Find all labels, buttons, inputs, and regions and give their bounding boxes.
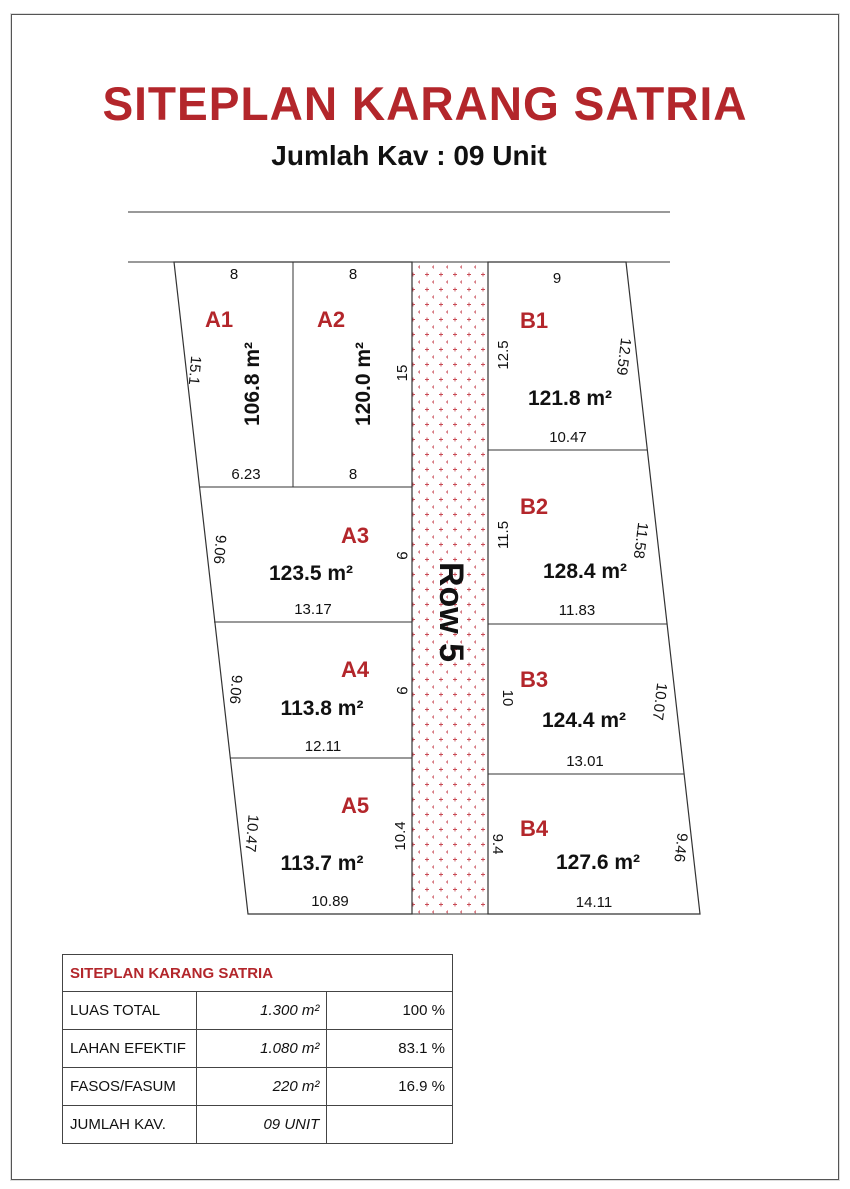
summary-label: LUAS TOTAL bbox=[63, 992, 197, 1030]
lot-a4-id: A4 bbox=[340, 657, 370, 682]
lot-a3-area: 123.5 m² bbox=[268, 562, 354, 585]
summary-percent: 83.1 % bbox=[327, 1030, 453, 1068]
road-label: Row 5 bbox=[432, 561, 470, 663]
lot-a4-dim-right: 9 bbox=[392, 685, 411, 696]
table-row bbox=[63, 1106, 453, 1144]
summary-label: LAHAN EFEKTIF bbox=[63, 1030, 197, 1068]
lot-a5-dim-side: 10.47 bbox=[241, 813, 262, 853]
lot-a3-id: A3 bbox=[340, 523, 370, 548]
lot-a5-dim-bottom: 10.89 bbox=[311, 893, 349, 910]
lot-a4-dim-side: 9.06 bbox=[225, 674, 246, 705]
road-width-dim: 15 bbox=[394, 364, 411, 382]
lot-a1-dim-bottom: 6.23 bbox=[231, 466, 261, 483]
lot-b4-dim-right: 9.46 bbox=[670, 832, 691, 864]
lot-b1-dim-top: 9 bbox=[552, 270, 562, 287]
summary-percent bbox=[327, 1106, 453, 1144]
summary-value: 1.300 m² bbox=[196, 992, 327, 1030]
lot-a1-id: A1 bbox=[204, 307, 234, 332]
lot-b1-id: B1 bbox=[519, 308, 549, 333]
lot-a4-dim-bottom: 12.11 bbox=[304, 738, 342, 755]
lot-a3-dim-bottom: 13.17 bbox=[294, 601, 332, 618]
table-row bbox=[63, 1068, 453, 1106]
summary-table bbox=[62, 954, 453, 1144]
lot-b4-area: 127.6 m² bbox=[555, 851, 641, 874]
lot-b4-dim-bottom: 14.11 bbox=[575, 894, 613, 911]
lot-b3-area: 124.4 m² bbox=[541, 709, 627, 732]
summary-value: 220 m² bbox=[196, 1068, 327, 1106]
lot-b3-dim-left: 10 bbox=[499, 689, 516, 707]
table-row bbox=[63, 992, 453, 1030]
table-row bbox=[63, 1030, 453, 1068]
summary-header-row bbox=[63, 955, 453, 992]
lot-b2-dim-left: 11.5 bbox=[495, 520, 512, 550]
lot-b1-area: 121.8 m² bbox=[527, 387, 613, 410]
lot-a5-id: A5 bbox=[340, 793, 370, 818]
lot-a1-dim-top: 8 bbox=[229, 266, 239, 283]
lot-a1-area: 106.8 m² bbox=[241, 341, 264, 427]
summary-value: 09 UNIT bbox=[196, 1106, 327, 1144]
lot-b4-dim-left: 9.4 bbox=[489, 833, 506, 855]
summary-label: JUMLAH KAV. bbox=[63, 1106, 197, 1144]
lot-b3-id: B3 bbox=[519, 667, 549, 692]
summary-percent: 100 % bbox=[327, 992, 453, 1030]
lot-b2-id: B2 bbox=[519, 494, 549, 519]
lot-b2-area: 128.4 m² bbox=[542, 560, 628, 583]
lot-a3-dim-right: 9 bbox=[392, 550, 411, 561]
lot-a5-area: 113.7 m² bbox=[280, 852, 364, 875]
page-subtitle: Jumlah Kav : 09 Unit bbox=[271, 140, 547, 171]
lot-a4-area: 113.8 m² bbox=[280, 697, 364, 720]
lot-b4-id: B4 bbox=[519, 816, 549, 841]
lot-a2-dim-top: 8 bbox=[348, 266, 358, 283]
lot-a2-id: A2 bbox=[316, 307, 346, 332]
lot-b1-dim-right: 12.59 bbox=[612, 336, 635, 377]
lot-a1-dim-side: 15.1 bbox=[184, 355, 205, 386]
summary-title: SITEPLAN KARANG SATRIA bbox=[63, 955, 453, 992]
lot-b3-dim-right: 10.07 bbox=[648, 681, 671, 722]
lot-a5-dim-right: 10.4 bbox=[392, 821, 409, 851]
summary-value: 1.080 m² bbox=[196, 1030, 327, 1068]
lot-b1-dim-left: 12.5 bbox=[495, 340, 512, 370]
lot-a2-dim-bottom: 8 bbox=[348, 466, 358, 483]
lot-b2-dim-right: 11.58 bbox=[629, 521, 652, 560]
lot-b2-dim-bottom: 11.83 bbox=[558, 602, 596, 619]
summary-label: FASOS/FASUM bbox=[63, 1068, 197, 1106]
lot-b3-dim-bottom: 13.01 bbox=[566, 753, 604, 770]
lot-a3-dim-side: 9.06 bbox=[209, 534, 230, 565]
lot-b1-dim-bottom: 10.47 bbox=[549, 429, 587, 446]
lot-a2-area: 120.0 m² bbox=[352, 341, 375, 427]
page-title: SITEPLAN KARANG SATRIA bbox=[102, 77, 748, 130]
summary-percent: 16.9 % bbox=[327, 1068, 453, 1106]
